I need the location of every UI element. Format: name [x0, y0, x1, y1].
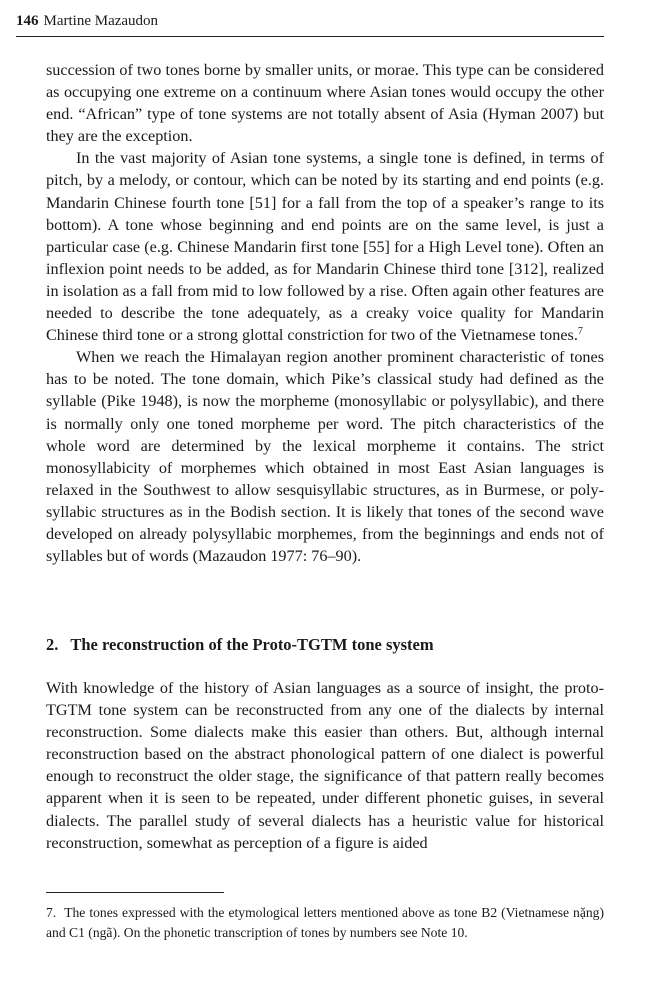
page-number: 146 [16, 13, 39, 29]
paragraph-asian-tone-systems [46, 147, 604, 346]
section-title: The reconstruction of the Proto-TGTM tone system [70, 635, 434, 654]
paragraph-reconstruction: With knowledge of the history of Asian languages as a source of insight, the proto-TGTM tone system can be reconstructed from any one of the dialects by internal reconstruction. Some dialects make this easier than others. But, although internal reconstruction based on the abstract phonological pattern of one dialect is powerful enough to reconstruct the older stage, the significance of that pattern really becomes apparent when it is seen to be repeated, under different phonetic guises, in several dialects. The parallel study of several dialects has a heuristic value for historical reconstruction, somewhat as perception of a figure is aided [46, 679, 604, 852]
section-heading [46, 634, 604, 656]
paragraph-continuation: succession of two tones borne by smaller units, or morae. This type can be considered as occupying one extreme on a continuum where Asian tones would occupy the other end. “African” type of tone systems are not totally absent of Asia (Hyman 2007) but they are the exception. [46, 61, 604, 146]
running-head [16, 11, 604, 31]
running-head-author: Martine Mazaudon [43, 13, 159, 29]
header-rule [16, 36, 604, 37]
paragraph-himalayan-region: When we reach the Himalayan region another prominent characteristic of tones has to be noted. The tone domain, which Pike’s classical study had defined as the syllable (Pike 1948), is now the morpheme (monosyllabic or polysyllabic), and there is normally only one toned morpheme per word. The pitch characteristics of the whole word are determined by the lexical morpheme it contains. The strict monosyllabicity of morphemes which obtained in most East Asian languages is relaxed in the Southwest to allow sesquisyllabic structures, as in Burmese, or polysyllabic structures as in the Bodish section. It is likely that tones of the second wave developed on already polysyllabic morphemes, from the beginnings and ends not of syllables but of words (Mazaudon 1977: 76–90). [46, 348, 604, 566]
section-number: 2. [46, 635, 59, 654]
footnote [46, 903, 604, 943]
body-text-top [46, 59, 604, 567]
paragraph-text: In the vast majority of Asian tone systems, a single tone is defined, in terms of pitch, by a melody, or contour, which can be noted by its starting and end points (e.g. Mandarin Chinese fourth tone [51] for a fall from the top of a speaker’s range to its bottom). A tone whose beginning and end points are on the same level, is just a particular case (e.g. Chinese Mandarin first tone [55] for a High Level tone). Often an inflexion point needs to be added, as for Mandarin Chinese third tone [312], realized in isolation as a fall from mid to low followed by a rise. Often again other features are needed to describe the tone adequately, as a creaky voice quality for Mandarin Chinese third tone or a strong glottal constriction for two of the Vietnamese tones. [46, 149, 604, 345]
body-text-section [46, 677, 604, 854]
footnote-reference[interactable]: 7 [577, 326, 583, 338]
footnote-text: The tones expressed with the etymological letters mentioned above as tone B2 (Vietnamese nặng) and C1 (ngã). On the phonetic transcription of tones by numbers see Note 10. [46, 905, 604, 940]
footnote-rule [46, 892, 224, 893]
footnote-number: 7. [46, 905, 57, 920]
